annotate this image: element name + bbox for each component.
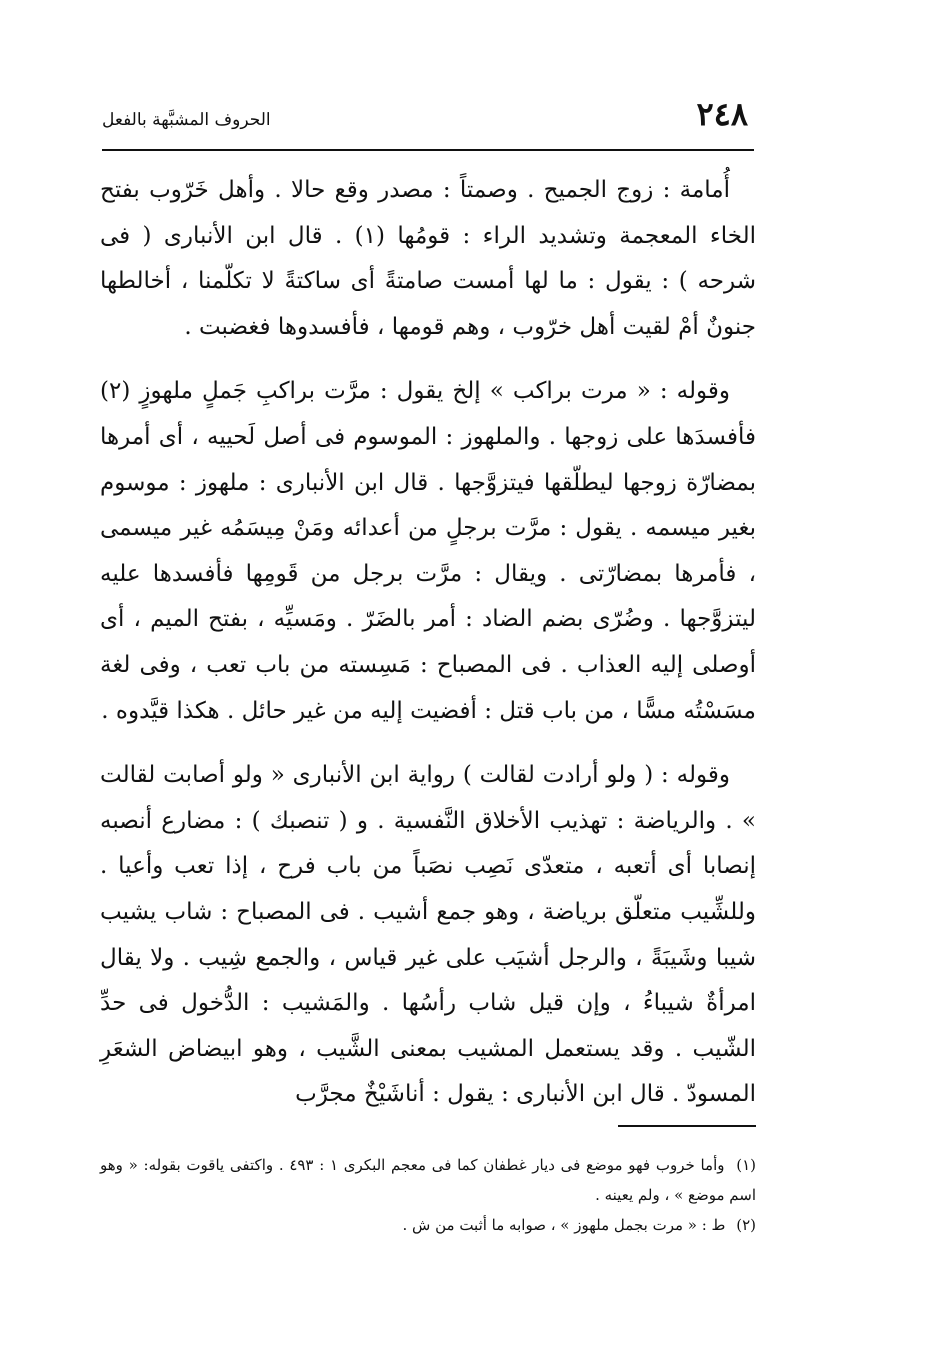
footnote-number: (١)	[736, 1156, 756, 1174]
paragraph: أُمامة : زوج الجميح . وصمتاً : مصدر وقع حالا . وأهل خَرّوب بفتح الخاء المعجمة وتشديد الراء : قومُها (١) . قال ابن الأنبارى ( فى شرحه ) : يقول : ما لها أمست صامتةً أى ساكتةً لا تكلّمنا ، أخالطها جنونٌ أمْ لقيت أهل خرّوب ، وهم قومها ، فأفسدوها فغضبت .	[100, 177, 756, 340]
footnote-text: ط : « مرت بجمل ملهوز » ، صوابه ما أثبت من ش .	[402, 1216, 726, 1234]
paragraph: وقوله : « مرت براكب » إلخ يقول : مرَّت براكبِ جَملٍ ملهوزٍ (٢) فأفسدَها على زوجها . والملهوز : الموسوم فى أصل لَحييه ، أى أمرها بمضارّة زوجها ليطلّقها فيتزوَّجها . قال ابن الأنبارى : ملهوز : موسوم بغير ميسمه . يقول : مرَّت برجلٍ من أعدائه ومَنْ مِيسَمُه غير ميسمى ، فأمرها بمضارّتى . ويقال : مرَّت برجل من قَومِها فأفسدها عليه ليتزوَّجها . وضُرّى بضم الضاد : أمر بالضَرّ . ومَسيِّه ، بفتح الميم ، أى أوصلى إليه العذاب . فى المصباح : مَسِسته من باب تعب ، وفى لغة مسَسْتُه مسًّا ، من باب قتل : أفضيت إليه من غير حائل . هكذا قيَّدوه .	[100, 378, 756, 724]
page-header	[102, 96, 754, 146]
main-text	[100, 168, 756, 1118]
footnotes	[100, 1150, 756, 1240]
footnote-rule	[618, 1125, 756, 1127]
header-rule	[102, 149, 754, 151]
footnote-text: وأما خروب فهو موضع فى ديار غطفان كما فى معجم البكرى ١ : ٤٩٣ . واكتفى ياقوت بقوله: « وهو اسم موضع » ، ولم يعينه .	[100, 1156, 756, 1204]
page-number: ٢٤٨	[696, 95, 748, 133]
paragraph: وقوله : ( ولو أرادت لقالت ) رواية ابن الأنبارى « ولو أصابت لقالت » . والرياضة : تهذيب الأخلاق النَّفسية . و ( تنصبك ) : مضارع أنصبه إنصابا أى أتعبه ، متعدّى نَصِب نصَباً من باب فرح ، إذا تعب وأعيا . وللشِّيب متعلّق برياضة ، وهو جمع أشيب . فى المصباح : شاب يشيب شيبا وشَيبَةً ، والرجل أشيَب على غير قياس ، والجمع شِيب . ولا يقال امرأةٌ شيباءُ ، وإن قيل شاب رأسُها . والمَشيب : الدُّخول فى حدِّ الشّيب . وقد يستعمل المشيب بمعنى الشَّيب ، وهو ابيضاض الشعَرِ المسودّ . قال ابن الأنبارى : يقول : أناشَيْخٌ مجرَّب	[100, 762, 756, 1108]
running-title: الحروف المشبَّهة بالفعل	[102, 110, 271, 130]
footnote	[100, 1210, 756, 1240]
footnote	[100, 1150, 756, 1210]
footnote-number: (٢)	[736, 1216, 756, 1234]
